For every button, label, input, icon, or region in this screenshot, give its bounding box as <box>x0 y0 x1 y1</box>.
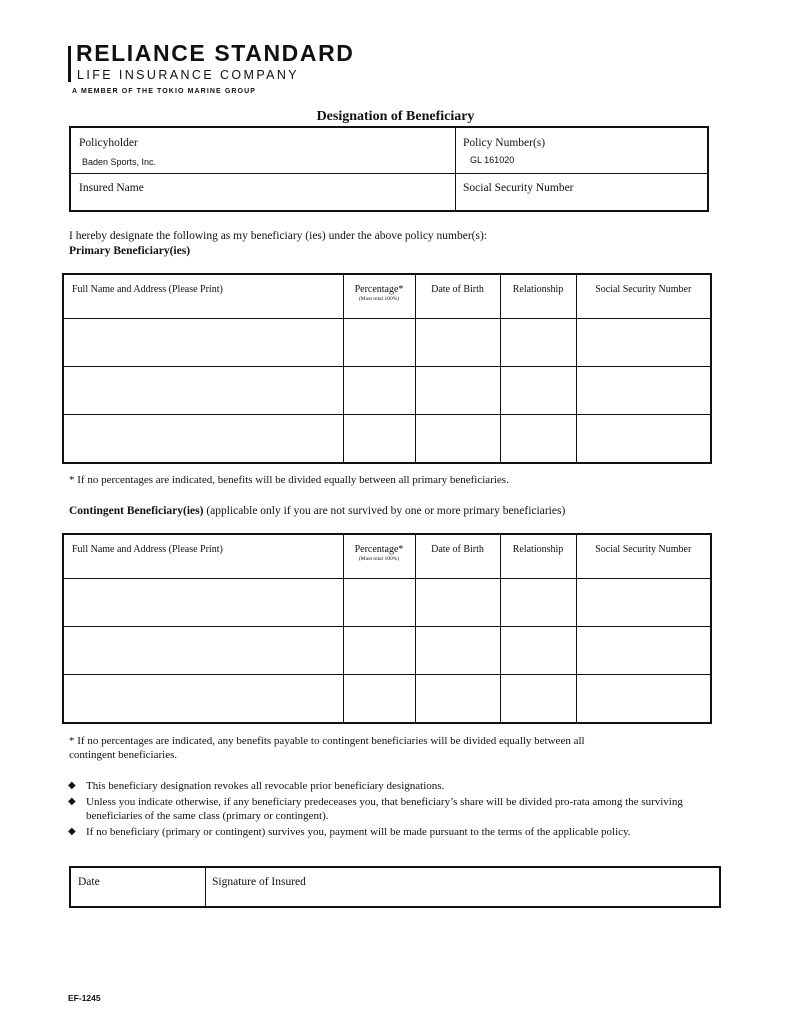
primary-heading: Primary Beneficiary(ies) <box>69 245 191 257</box>
col-name-header: Full Name and Address (Please Print) <box>63 534 343 579</box>
dob-cell[interactable] <box>415 367 500 415</box>
percentage-cell[interactable] <box>343 319 415 367</box>
name-address-cell[interactable] <box>63 627 343 675</box>
relationship-cell[interactable] <box>500 415 576 464</box>
ssn-cell[interactable] <box>576 367 711 415</box>
col-name-header: Full Name and Address (Please Print) <box>63 274 343 319</box>
dob-cell[interactable] <box>415 319 500 367</box>
form-title: Designation of Beneficiary <box>316 109 475 124</box>
designation-intro: I hereby designate the following as my beneficiary (ies) under the above policy number(s): <box>69 230 488 242</box>
name-address-cell[interactable] <box>63 367 343 415</box>
contingent-heading-suffix: (applicable only if you are not survived by one or more primary beneficiaries) <box>203 505 566 517</box>
col-percentage-header <box>343 534 415 579</box>
signature-label: Signature of Insured <box>212 876 306 888</box>
policy-number-label: Policy Number(s) <box>463 137 546 149</box>
diamond-bullet-icon: ◆ <box>68 826 76 837</box>
policy-number-value[interactable]: GL 161020 <box>470 155 515 165</box>
percentage-cell[interactable] <box>343 579 415 627</box>
contingent-note-line2: contingent beneficiaries. <box>69 749 178 761</box>
policy-header-box <box>69 126 709 212</box>
percentage-cell[interactable] <box>343 415 415 464</box>
name-address-cell[interactable] <box>63 319 343 367</box>
signature-field[interactable] <box>207 868 719 906</box>
signature-box <box>69 866 721 908</box>
list-item <box>68 825 728 839</box>
table-row <box>63 579 711 627</box>
ssn-cell[interactable] <box>576 415 711 464</box>
relationship-cell[interactable] <box>500 367 576 415</box>
table-header-row <box>63 274 711 319</box>
table-row <box>63 319 711 367</box>
ssn-label: Social Security Number <box>463 182 574 194</box>
primary-note: * If no percentages are indicated, benefits will be divided equally between all primary beneficiaries. <box>69 474 509 486</box>
term-text: Unless you indicate otherwise, if any beneficiary predeceases you, that beneficiary’s share will be divided pro-rata among the surviving beneficiaries of the same class (primary or contingent). <box>86 796 683 822</box>
date-field[interactable] <box>71 868 204 906</box>
col-dob-header: Date of Birth <box>415 274 500 319</box>
dob-cell[interactable] <box>415 627 500 675</box>
term-text: This beneficiary designation revokes all revocable prior beneficiary designations. <box>86 780 445 792</box>
ssn-cell[interactable] <box>576 627 711 675</box>
insured-name-label: Insured Name <box>79 182 144 194</box>
diamond-bullet-icon: ◆ <box>68 796 76 807</box>
col-ssn-header: Social Security Number <box>576 534 711 579</box>
table-row <box>63 415 711 464</box>
col-percentage-header <box>343 274 415 319</box>
percentage-note: (Must total 100%) <box>358 556 400 562</box>
table-header-row <box>63 534 711 579</box>
list-item <box>68 795 728 823</box>
logo-bar <box>68 46 71 82</box>
dob-cell[interactable] <box>415 579 500 627</box>
name-address-cell[interactable] <box>63 579 343 627</box>
percentage-label: Percentage* <box>354 284 404 295</box>
ssn-cell[interactable] <box>576 319 711 367</box>
table-row <box>63 367 711 415</box>
term-text: If no beneficiary (primary or contingent) survives you, payment will be made pursuant to the terms of the applicable policy. <box>86 826 631 838</box>
percentage-cell[interactable] <box>343 367 415 415</box>
policyholder-value[interactable]: Baden Sports, Inc. <box>82 157 157 167</box>
col-dob-header: Date of Birth <box>415 534 500 579</box>
col-relationship-header: Relationship <box>500 274 576 319</box>
company-logo-name: RELIANCE STANDARD <box>76 40 355 66</box>
company-logo-subtitle: LIFE INSURANCE COMPANY <box>77 68 300 82</box>
name-address-cell[interactable] <box>63 675 343 724</box>
dob-cell[interactable] <box>415 675 500 724</box>
policyholder-label: Policyholder <box>79 137 138 149</box>
contingent-heading: Contingent Beneficiary(ies) <box>69 505 204 517</box>
contingent-note-line1: * If no percentages are indicated, any benefits payable to contingent beneficiaries will be divided equally between all <box>69 735 585 747</box>
relationship-cell[interactable] <box>500 319 576 367</box>
table-row <box>63 627 711 675</box>
percentage-note: (Must total 100%) <box>358 296 400 302</box>
relationship-cell[interactable] <box>500 675 576 724</box>
relationship-cell[interactable] <box>500 627 576 675</box>
col-ssn-header: Social Security Number <box>576 274 711 319</box>
col-relationship-header: Relationship <box>500 534 576 579</box>
percentage-cell[interactable] <box>343 627 415 675</box>
diamond-bullet-icon: ◆ <box>68 780 76 791</box>
percentage-label: Percentage* <box>354 544 404 555</box>
ssn-cell[interactable] <box>576 675 711 724</box>
relationship-cell[interactable] <box>500 579 576 627</box>
terms-list <box>68 779 728 841</box>
primary-beneficiary-table <box>62 273 712 464</box>
contingent-beneficiary-table <box>62 533 712 724</box>
dob-cell[interactable] <box>415 415 500 464</box>
name-address-cell[interactable] <box>63 415 343 464</box>
percentage-cell[interactable] <box>343 675 415 724</box>
table-row <box>63 675 711 724</box>
form-number: EF-1245 <box>68 993 101 1003</box>
company-logo-tagline: A MEMBER OF THE TOKIO MARINE GROUP <box>72 88 257 95</box>
ssn-cell[interactable] <box>576 579 711 627</box>
contingent-heading-line <box>69 505 565 517</box>
date-label: Date <box>78 876 100 888</box>
list-item <box>68 779 728 793</box>
